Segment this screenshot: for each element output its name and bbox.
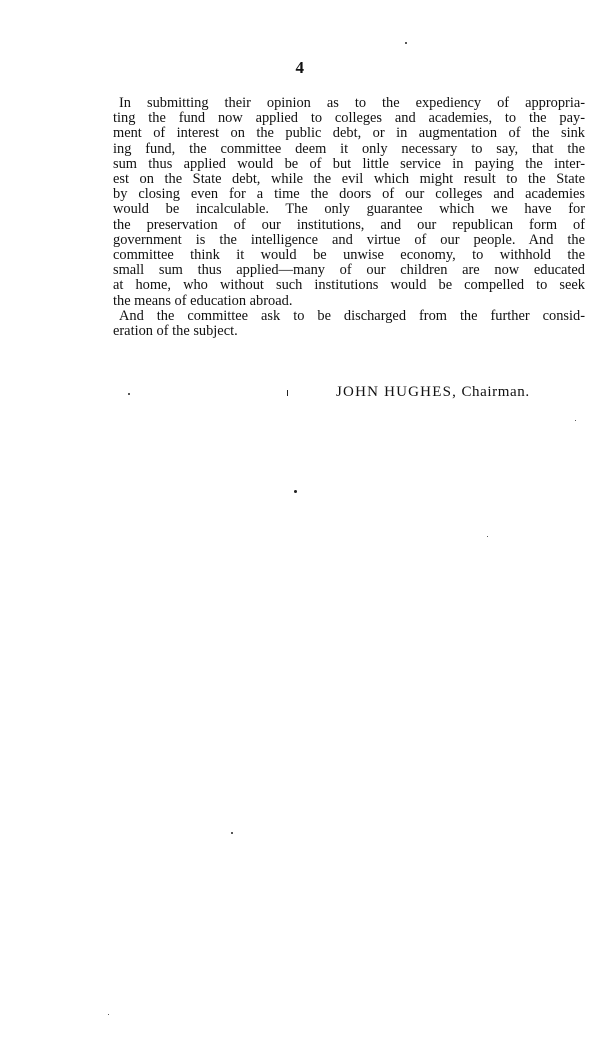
text-line: In submitting their opinion as to the expediency of appropria- (119, 95, 585, 111)
text-line: small sum thus applied—many of our children are now educated (113, 262, 585, 279)
page-number: 4 (295, 58, 305, 77)
text-line: est on the State debt, while the evil which might result to the State (113, 171, 585, 188)
text-line: would be incalculable. The only guarantee which we have for (113, 201, 585, 218)
text-line: sum thus applied would be of but little service in paying the inter- (113, 155, 585, 172)
text-line: at home, who without such institutions would be compelled to seek (113, 277, 585, 294)
text-line: ing fund, the committee deem it only necessary to say, that the (113, 140, 585, 157)
body-text (113, 96, 585, 339)
text-line: ment of interest on the public debt, or in augmentation of the sink (113, 125, 585, 142)
text-line: by closing even for a time the doors of our colleges and academies (113, 186, 585, 203)
scan-speck (108, 1014, 109, 1015)
text-line: the means of education abroad. (113, 292, 293, 309)
text-line: ting the fund now applied to colleges and academies, to the pay- (113, 110, 585, 127)
text-line: committee think it would be unwise economy, to withhold the (113, 247, 585, 264)
scan-speck (128, 393, 130, 395)
scan-speck (575, 420, 576, 421)
text-line: the preservation of our institutions, and our republican form of (113, 216, 585, 233)
scan-speck (487, 536, 488, 537)
text-line: And the committee ask to be discharged from the further consid- (119, 307, 585, 324)
scan-speck (405, 42, 407, 44)
scan-speck (287, 390, 288, 396)
signature-title: Chairman. (461, 384, 530, 400)
signature-name: JOHN HUGHES, (336, 384, 458, 400)
text-line: government is the intelligence and virtue of our people. And the (113, 231, 585, 248)
scan-speck (294, 490, 297, 493)
signature (336, 384, 530, 401)
scan-speck (231, 832, 233, 834)
text-line: eration of the subject. (113, 323, 238, 340)
